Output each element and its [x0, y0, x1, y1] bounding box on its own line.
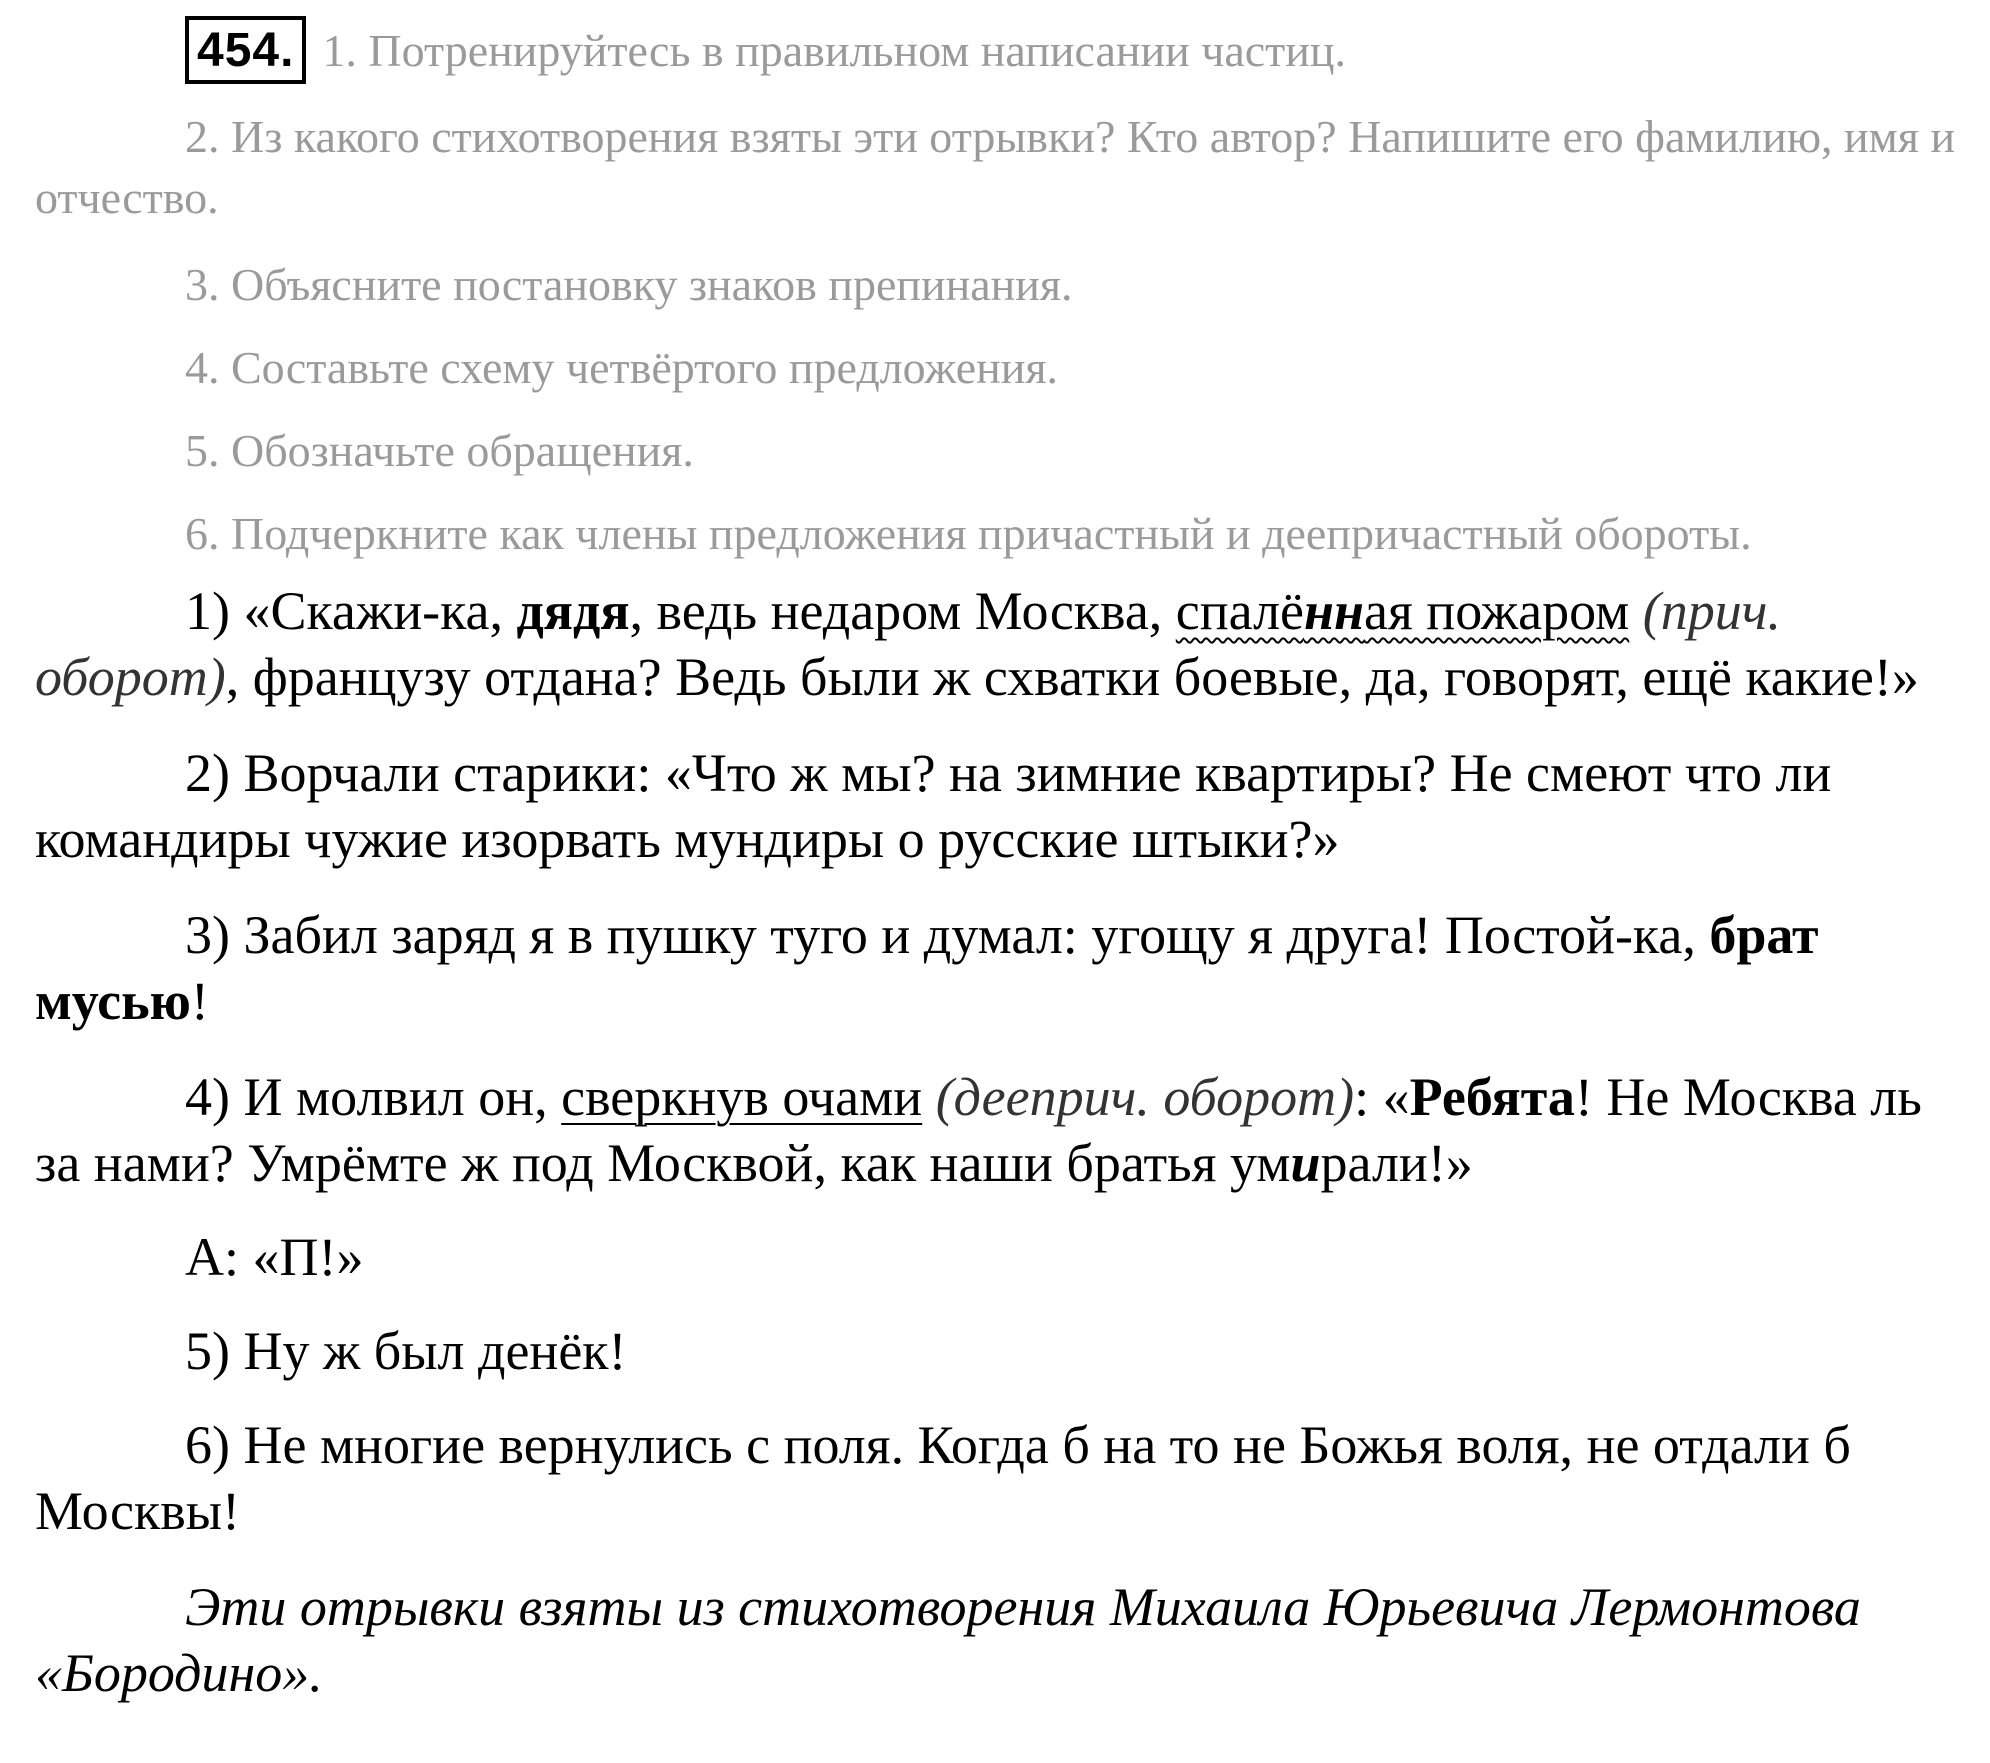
- sentence-4-scheme: А: «П!»: [185, 1227, 364, 1287]
- participle-part-c: ая пожаром: [1363, 581, 1630, 641]
- address-brat-musyu: брат мусью: [35, 905, 1819, 1031]
- sentence-1-part-1: 1) «Скажи-ка,: [185, 581, 517, 641]
- task-6: 6. Подчеркните как члены предложения причастный и деепричастный обороты.: [185, 508, 1752, 559]
- exercise-number: 454.: [185, 16, 306, 84]
- task-4: 4. Составьте схему четвёртого предложения.: [185, 342, 1059, 393]
- adverbial-note: (дееприч. оборот): [922, 1067, 1355, 1127]
- participle-part-a: спалё: [1175, 581, 1305, 641]
- sentence-1: [35, 578, 1980, 710]
- adverbial-phrase: сверкнув очами: [561, 1067, 923, 1127]
- sentence-4-part-2: : «: [1354, 1067, 1410, 1127]
- sentence-3-part-1: 3) Забил заряд я в пушку туго и думал: угощу я друга! Постой-ка,: [185, 905, 1710, 965]
- task-1: 1. Потренируйтесь в правильном написании частиц.: [322, 24, 1347, 76]
- participial-note: (прич. оборот): [35, 581, 1782, 707]
- sentence-4: [35, 1064, 1980, 1196]
- sentence-6: 6) Не многие вернулись с поля. Когда б на то не Божья воля, не отдали б Москвы!: [35, 1415, 1851, 1541]
- conclusion: Эти отрывки взяты из стихотворения Михаила Юрьевича Лермонтова «Бородино».: [35, 1577, 1861, 1703]
- double-n-highlight: нн: [1304, 581, 1364, 641]
- page: [35, 8, 1980, 1706]
- sentence-5: 5) Ну ж был денёк!: [185, 1321, 627, 1381]
- task-3: 3. Объясните постановку знаков препинания.: [185, 259, 1073, 310]
- sentence-3: [35, 902, 1980, 1034]
- sentence-1-part-3: , французу отдана? Ведь были ж схватки боевые, да, говорят, ещё какие!»: [225, 647, 1919, 707]
- participial-phrase: [1176, 581, 1629, 641]
- sentence-2: 2) Ворчали старики: «Что ж мы? на зимние квартиры? Не смеют что ли командиры чужие изорвать мундиры о русские штыки?»: [35, 743, 1832, 869]
- task-5: 5. Обозначьте обращения.: [185, 425, 694, 476]
- address-rebyata: Ребята: [1409, 1067, 1575, 1127]
- sentence-1-part-2: , ведь недаром Москва,: [629, 581, 1176, 641]
- vowel-highlight: и: [1290, 1133, 1321, 1193]
- task-1-row: [185, 10, 1980, 90]
- sentence-4-part-4: рали!»: [1320, 1133, 1473, 1193]
- address-dyadya: дядя: [516, 581, 630, 641]
- sentence-4-part-3: ! Не Москва ль за нами? Умрёмте ж под Москвой, как наши братья ум: [35, 1067, 1922, 1193]
- task-2: 2. Из какого стихотворения взяты эти отрывки? Кто автор? Напишите его фамилию, имя и отчество.: [35, 111, 1956, 223]
- sentence-4-part-1: 4) И молвил он,: [185, 1067, 562, 1127]
- sentence-3-part-2: !: [190, 971, 209, 1031]
